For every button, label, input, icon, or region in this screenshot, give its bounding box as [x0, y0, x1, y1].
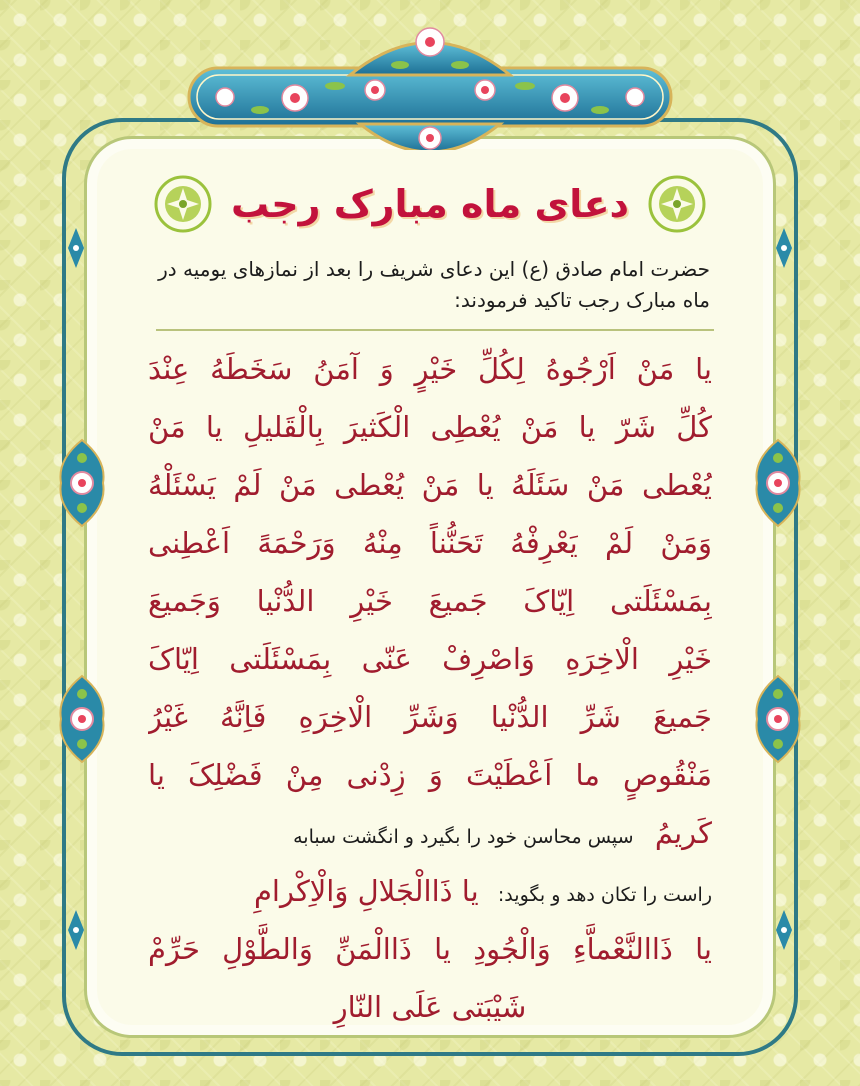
prayer-line: خَیْرِ الْاخِرَهِ وَاصْرِفْ عَنّی بِمَسْئَلَتی اِیّاکَ	[148, 642, 712, 676]
intro-text: حضرت امام صادق (ع) این دعای شریف را بعد از نمازهای یومیه در ماه مبارک رجب تاکید فرمودند:	[158, 257, 710, 312]
prayer-line: شَیْبَتی عَلَی النّارِ	[333, 990, 527, 1024]
page-title: دعای ماه مبارک رجب	[230, 182, 630, 226]
rosette-icon	[647, 174, 707, 234]
prayer-line: مَنْقُوصٍ ما اَعْطَیْتَ وَ زِدْنی مِنْ فَضْلِکَ یا	[148, 758, 712, 792]
floral-side-ornament-icon	[751, 438, 805, 528]
prayer-line: یُعْطی مَنْ سَئَلَهُ یا مَنْ یُعْطی مَنْ لَمْ یَسْئَلْهُ	[148, 468, 712, 502]
instruction-text: راست را تکان دهد و بگوید:	[497, 884, 712, 906]
spindle-ornament-icon	[66, 910, 86, 950]
spindle-ornament-icon	[774, 910, 794, 950]
prayer-line-mixed	[148, 862, 712, 920]
rosette-icon	[153, 174, 213, 234]
prayer-line: کُلِّ شَرّ یا مَنْ یُعْطِی الْکَثیرَ بِالْقَلیلِ یا مَنْ	[148, 410, 712, 444]
prayer-line: جَمیعَ شَرِّ الدُّنْیا وَشَرِّ الْاخِرَهِ فَاِنَّهُ غَیْرُ	[148, 700, 712, 734]
floral-side-ornament-icon	[55, 438, 109, 528]
prayer-line-mixed	[148, 804, 712, 862]
prayer-line: وَمَنْ لَمْ یَعْرِفْهُ تَحَنُّناً مِنْهُ وَرَحْمَهً اَعْطِنی	[148, 526, 712, 560]
divider	[156, 329, 714, 331]
prayer-line: بِمَسْئَلَتی اِیّاکَ جَمیعَ خَیْرِ الدُّنْیا وَجَمیعَ	[148, 584, 712, 618]
floral-side-ornament-icon	[751, 674, 805, 764]
spindle-ornament-icon	[774, 228, 794, 268]
title-row	[150, 172, 710, 236]
floral-crest-icon	[185, 20, 675, 150]
prayer-body	[148, 340, 712, 1036]
prayer-line: یا ذَاالنَّعْماَّءِ وَالْجُودِ یا ذَاالْمَنِّ وَالطَّوْلِ حَرِّمْ	[148, 932, 712, 966]
prayer-fragment: کَریمُ	[654, 816, 712, 850]
prayer-fragment: یا ذَاالْجَلالِ وَالْاِکْرامِ	[253, 874, 479, 908]
prayer-line: یا مَنْ اَرْجُوهُ لِکُلِّ خَیْرٍ وَ آمَنُ سَخَطَهُ عِنْدَ	[148, 352, 712, 386]
spindle-ornament-icon	[66, 228, 86, 268]
floral-side-ornament-icon	[55, 674, 109, 764]
instruction-text: سپس محاسن خود را بگیرد و انگشت سبابه	[293, 826, 634, 848]
